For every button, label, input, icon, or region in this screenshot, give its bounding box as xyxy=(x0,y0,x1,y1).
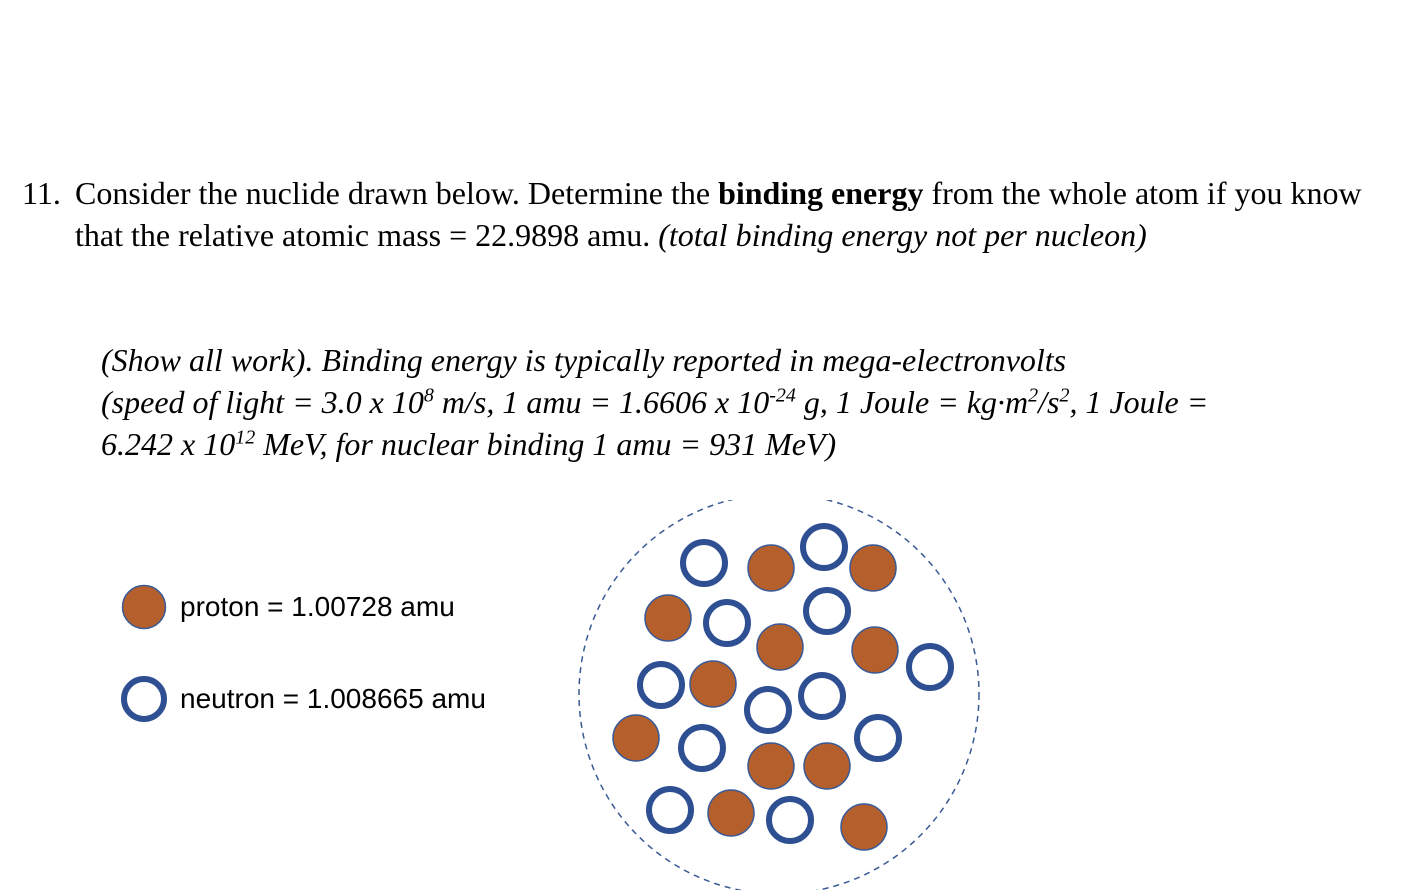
legend-neutron-label: neutron = 1.008665 amu xyxy=(180,683,486,714)
question-block xyxy=(22,172,1402,256)
question-text: Consider the nuclide drawn below. Determine the binding energy from the whole atom if you know that the relative atomic mass = 22.9898 amu. (total binding energy not per nucleon) xyxy=(75,175,1362,253)
proton xyxy=(852,627,898,673)
neutron xyxy=(706,602,748,644)
binding-energy-emphasis: binding energy xyxy=(718,175,924,211)
instructions-line-3: 6.242 x $10^{12}$ MeV, for nuclear binding 1 amu = 931 MeV) xyxy=(101,426,837,462)
neutron xyxy=(801,675,843,717)
proton xyxy=(748,545,794,591)
proton xyxy=(841,804,887,850)
proton xyxy=(708,790,754,836)
legend-proton-label: proton = 1.00728 amu xyxy=(180,591,455,622)
proton xyxy=(850,545,896,591)
proton xyxy=(757,624,803,670)
nucleus-diagram xyxy=(578,500,988,890)
neutron xyxy=(649,789,691,831)
neutron xyxy=(857,717,899,759)
instructions-line-1: (Show all work). Binding energy is typically reported in mega-electronvolts xyxy=(101,342,1067,378)
neutron xyxy=(769,799,811,841)
neutron xyxy=(909,646,951,688)
proton xyxy=(690,661,736,707)
proton xyxy=(748,743,794,789)
neutron xyxy=(803,526,845,568)
neutron-icon xyxy=(120,674,168,724)
proton-icon xyxy=(120,582,168,632)
proton xyxy=(645,595,691,641)
proton xyxy=(804,743,850,789)
nucleus-particles xyxy=(613,526,951,850)
instructions-block xyxy=(101,339,1401,465)
proton xyxy=(613,715,659,761)
neutron xyxy=(747,689,789,731)
legend-proton xyxy=(120,582,455,632)
neutron xyxy=(640,664,682,706)
neutron xyxy=(681,727,723,769)
legend-neutron xyxy=(120,674,486,724)
question-note: (total binding energy not per nucleon) xyxy=(658,217,1147,253)
neutron xyxy=(806,590,848,632)
neutron xyxy=(683,542,725,584)
instructions-line-2: (speed of light = 3.0 x $10^8$ m/s, 1 amu = 1.6606 x $10^{-24}$ g, 1 Joule = $kg\cdot m^2/s^2$, 1 Joule = xyxy=(101,384,1209,420)
question-number: 11. xyxy=(22,175,61,211)
